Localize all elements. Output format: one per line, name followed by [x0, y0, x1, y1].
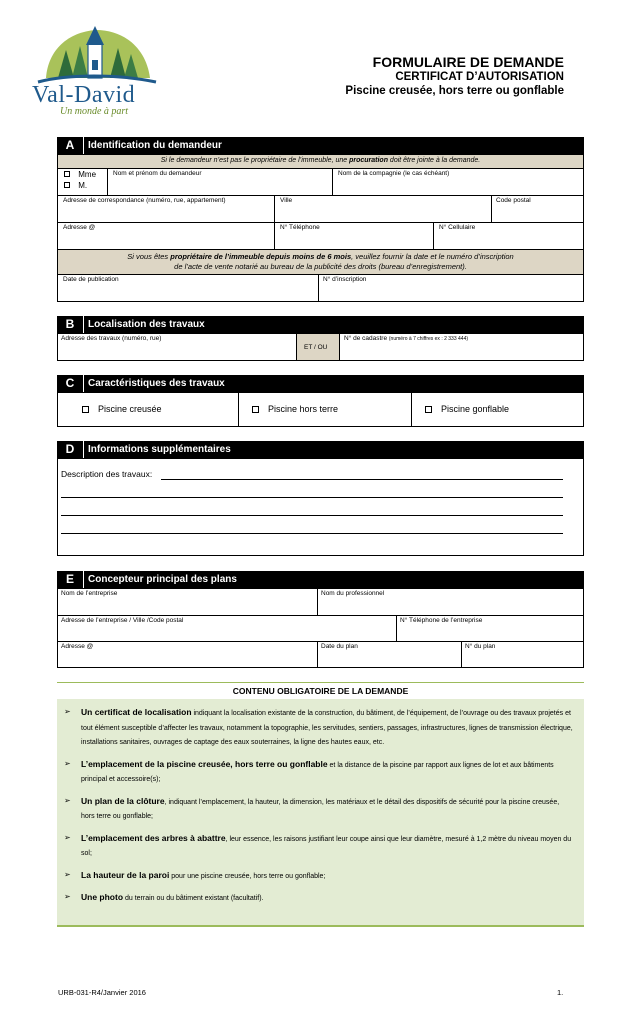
list-item: ➢ L’emplacement des arbres à abattre, leur essence, les raisons justifiant leur coupe ainsi que leur diamètre, mesuré à 1,2 mètre du niveau moyen du sol; — [64, 832, 572, 857]
section-b-form — [57, 333, 584, 361]
postal-code-field[interactable]: Code postal — [496, 197, 531, 204]
form-code: URB-031-R4/Janvier 2016 — [58, 988, 146, 997]
description-label: Description des travaux: — [61, 469, 153, 479]
section-a-form — [57, 154, 584, 302]
section-a-letter: A — [57, 137, 83, 154]
section-d-header — [57, 441, 584, 458]
m-checkbox[interactable] — [64, 181, 87, 190]
section-b-letter: B — [57, 316, 83, 333]
section-e-letter: E — [57, 571, 83, 588]
page-number: 1. — [557, 988, 564, 997]
form-subtitle-2: Piscine creusée, hors terre ou gonflable — [345, 85, 564, 97]
designer-company-field[interactable]: Nom de l’entreprise — [61, 590, 118, 597]
phone-field[interactable]: N° Téléphone — [280, 224, 320, 231]
section-a-title: Identification du demandeur — [88, 140, 222, 151]
form-subtitle: CERTIFICAT D’AUTORISATION — [395, 71, 564, 83]
list-item: ➢ Un plan de la clôture, indiquant l’emplacement, la hauteur, la dimension, les matériaux et le détail des dispositifs de sécurité pour la piscine creusée, hors terre ou gonflable; — [64, 795, 560, 820]
cadastre-field[interactable]: N° de cadastre (numéro à 7 chiffres ex : 2 333 444) — [344, 335, 469, 342]
professional-name-field[interactable]: Nom du professionnel — [321, 590, 385, 597]
section-d-letter: D — [57, 441, 83, 458]
publication-date-field[interactable]: Date de publication — [63, 276, 119, 283]
logo-tagline: Un monde à part — [60, 106, 129, 117]
designer-address-field[interactable]: Adresse de l’entreprise / Ville /Code postal — [61, 617, 184, 624]
plan-number-field[interactable]: N° du plan — [465, 643, 496, 650]
section-e-form — [57, 588, 584, 668]
list-item: ➢ La hauteur de la paroi pour une piscine creusée, hors terre ou gonflable; — [64, 869, 326, 880]
option-piscine-creusee[interactable]: Piscine creusée — [82, 404, 162, 414]
mme-checkbox[interactable] — [64, 170, 96, 179]
section-a-header — [57, 137, 584, 154]
applicant-name-field[interactable]: Nom et prénom du demandeur — [113, 170, 202, 177]
list-item: ➢ L’emplacement de la piscine creusée, hors terre ou gonflable et la distance de la piscine par rapport aux lignes de lot et aux bâtiments principal et accessoire(s); — [64, 758, 554, 783]
et-ou-label: ET / OU — [304, 344, 328, 351]
email-field[interactable]: Adresse @ — [63, 224, 96, 231]
section-c-title: Caractéristiques des travaux — [88, 378, 225, 389]
required-top-rule — [57, 682, 584, 683]
section-c-header — [57, 375, 584, 392]
proxy-note: Si le demandeur n’est pas le propriétaire de l’immeuble, une procuration doit être jointe à la demande. — [160, 157, 481, 164]
inscription-number-field[interactable]: N° d’inscription — [323, 276, 367, 283]
owner-note: Si vous êtes propriétaire de l’immeuble depuis moins de 6 mois, veuillez fournir la date et le numéro d’inscription de l’acte de vente notarié au bureau de la publicité des droits (bureau d’enregistrement). — [127, 252, 514, 271]
cellphone-field[interactable]: N° Cellulaire — [439, 224, 476, 231]
designer-email-field[interactable]: Adresse @ — [61, 643, 94, 650]
logo-name: Val-David — [32, 82, 136, 108]
option-piscine-hors-terre[interactable]: Piscine hors terre — [252, 404, 338, 414]
section-e-title: Concepteur principal des plans — [88, 574, 237, 585]
option-piscine-gonflable[interactable]: Piscine gonflable — [425, 404, 509, 414]
section-d-title: Informations supplémentaires — [88, 444, 231, 455]
section-e-header — [57, 571, 584, 588]
city-field[interactable]: Ville — [280, 197, 293, 204]
designer-phone-field[interactable]: N° Téléphone de l’entreprise — [400, 617, 483, 624]
section-b-title: Localisation des travaux — [88, 319, 205, 330]
m-label: M. — [78, 181, 88, 190]
section-c-form — [57, 392, 584, 427]
list-item: ➢ Une photo du terrain ou du bâtiment existant (facultatif). — [64, 892, 264, 902]
section-b-header — [57, 316, 584, 333]
logo-graphic-icon — [28, 20, 163, 90]
correspondence-address-field[interactable]: Adresse de correspondance (numéro, rue, appartement) — [63, 197, 226, 204]
company-name-field[interactable]: Nom de la compagnie (le cas échéant) — [338, 170, 450, 177]
mme-label: Mme — [78, 170, 97, 179]
required-content-list — [57, 699, 584, 927]
work-address-field[interactable]: Adresse des travaux (numéro, rue) — [61, 335, 162, 342]
form-title: FORMULAIRE DE DEMANDE — [372, 54, 564, 70]
section-d-form[interactable] — [57, 458, 584, 556]
section-c-letter: C — [57, 375, 83, 392]
plan-date-field[interactable]: Date du plan — [321, 643, 358, 650]
required-content-title: CONTENU OBLIGATOIRE DE LA DEMANDE — [232, 686, 409, 696]
list-item: ➢ Un certificat de localisation indiquant la localisation existante de la construction, du bâtiment, de l’équipement, de l’ouvrage ou des travaux projetés et tout élément susceptible d’affecter les travaux, notamment la topographie, les servitudes, sentiers, passages, infrastructures, lignes de transmission électrique, installations sanitaires, ouvrages de captage des eaux souterraines, la ligne des hautes eaux, etc. — [64, 707, 573, 746]
val-david-logo — [28, 20, 163, 120]
form-title-block — [345, 54, 564, 98]
